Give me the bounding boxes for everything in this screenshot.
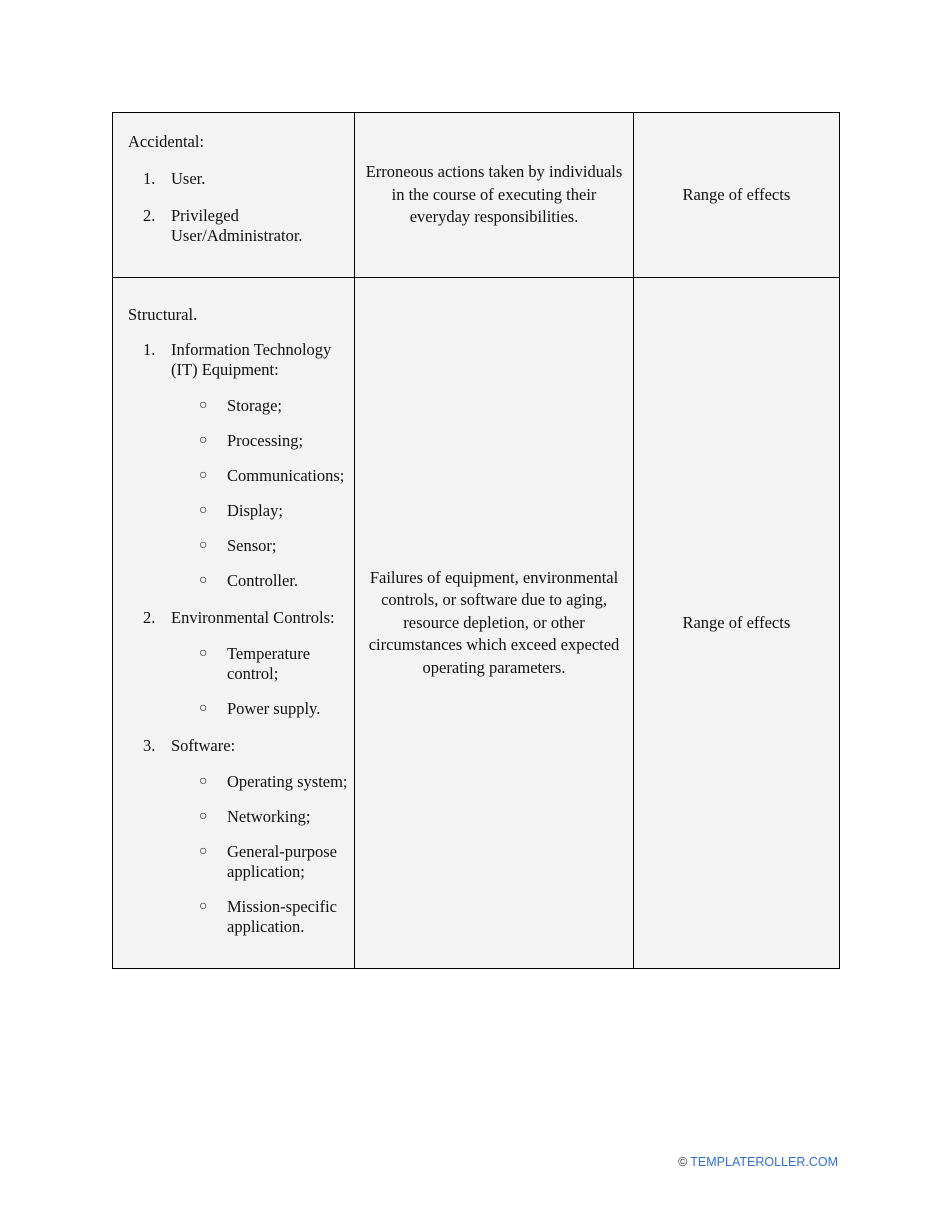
sub-item-label: Operating system; bbox=[227, 772, 348, 791]
sub-list-item bbox=[171, 644, 348, 684]
description-cell bbox=[355, 278, 633, 969]
circle-bullet-icon: ○ bbox=[199, 646, 208, 661]
sub-item-label: Temperature control; bbox=[227, 644, 311, 683]
effects-text: Range of effects bbox=[682, 613, 791, 632]
sub-list-item bbox=[171, 897, 348, 937]
footer bbox=[678, 1155, 838, 1169]
list-item bbox=[128, 169, 348, 189]
source-list bbox=[128, 340, 348, 937]
sub-list-item bbox=[171, 501, 348, 521]
sub-list bbox=[171, 644, 348, 719]
circle-bullet-icon: ○ bbox=[199, 538, 208, 553]
circle-bullet-icon: ○ bbox=[199, 899, 208, 914]
list-item bbox=[128, 736, 348, 937]
list-item-label: User. bbox=[171, 169, 206, 188]
sub-item-label: Mission-specific application. bbox=[227, 897, 337, 936]
sub-item-label: Display; bbox=[227, 501, 283, 520]
sub-list-item bbox=[171, 396, 348, 416]
list-item bbox=[128, 340, 348, 591]
sub-item-label: Power supply. bbox=[227, 699, 321, 718]
sub-list-item bbox=[171, 536, 348, 556]
source-list bbox=[128, 169, 348, 246]
effects-text: Range of effects bbox=[682, 185, 791, 204]
list-item-label: Privileged User/Administrator. bbox=[171, 206, 303, 245]
sub-item-label: Networking; bbox=[227, 807, 311, 826]
sub-item-label: Controller. bbox=[227, 571, 299, 590]
sub-list-item bbox=[171, 772, 348, 792]
sub-item-label: Processing; bbox=[227, 431, 304, 450]
circle-bullet-icon: ○ bbox=[199, 809, 208, 824]
sub-list bbox=[171, 396, 348, 591]
sub-list-item bbox=[171, 699, 348, 719]
source-heading: Structural. bbox=[128, 305, 198, 324]
circle-bullet-icon: ○ bbox=[199, 774, 208, 789]
sub-list-item bbox=[171, 466, 348, 486]
table-row-accidental bbox=[113, 113, 840, 278]
sub-list-item bbox=[171, 571, 348, 591]
list-item-label: Information Technology (IT) Equipment: bbox=[171, 340, 332, 379]
list-number: 2. bbox=[143, 206, 156, 225]
copyright-symbol: © bbox=[678, 1155, 688, 1169]
list-number: 1. bbox=[143, 169, 156, 188]
description-text: Failures of equipment, environmental controls, or software due to aging, resource depletion, or other circumstances which exceed expected operating parameters. bbox=[368, 567, 620, 677]
sub-item-label: Sensor; bbox=[227, 536, 277, 555]
list-number: 1. bbox=[143, 340, 156, 359]
sub-list bbox=[171, 772, 348, 937]
list-item bbox=[128, 206, 348, 246]
templateroller-link[interactable]: TEMPLATEROLLER.COM bbox=[690, 1155, 838, 1169]
description-cell bbox=[355, 113, 633, 278]
threat-source-cell bbox=[113, 113, 355, 278]
circle-bullet-icon: ○ bbox=[199, 433, 208, 448]
sub-item-label: Storage; bbox=[227, 396, 282, 415]
threat-sources-table bbox=[112, 112, 840, 969]
list-item-label: Environmental Controls: bbox=[171, 608, 335, 627]
sub-item-label: Communications; bbox=[227, 466, 345, 485]
effects-cell bbox=[633, 278, 839, 969]
sub-item-label: General-purpose application; bbox=[227, 842, 337, 881]
threat-source-cell bbox=[113, 278, 355, 969]
list-item-label: Software: bbox=[171, 736, 236, 755]
list-number: 2. bbox=[143, 608, 156, 627]
sub-list-item bbox=[171, 807, 348, 827]
circle-bullet-icon: ○ bbox=[199, 503, 208, 518]
sub-list-item bbox=[171, 842, 348, 882]
circle-bullet-icon: ○ bbox=[199, 398, 208, 413]
circle-bullet-icon: ○ bbox=[199, 844, 208, 859]
source-heading: Accidental: bbox=[128, 132, 205, 151]
list-number: 3. bbox=[143, 736, 156, 755]
effects-cell bbox=[633, 113, 839, 278]
sub-list-item bbox=[171, 431, 348, 451]
circle-bullet-icon: ○ bbox=[199, 573, 208, 588]
description-text: Erroneous actions taken by individuals in the course of executing their everyday responsibilities. bbox=[365, 162, 623, 227]
table-row-structural bbox=[113, 278, 840, 969]
list-item bbox=[128, 608, 348, 719]
circle-bullet-icon: ○ bbox=[199, 468, 208, 483]
circle-bullet-icon: ○ bbox=[199, 701, 208, 716]
